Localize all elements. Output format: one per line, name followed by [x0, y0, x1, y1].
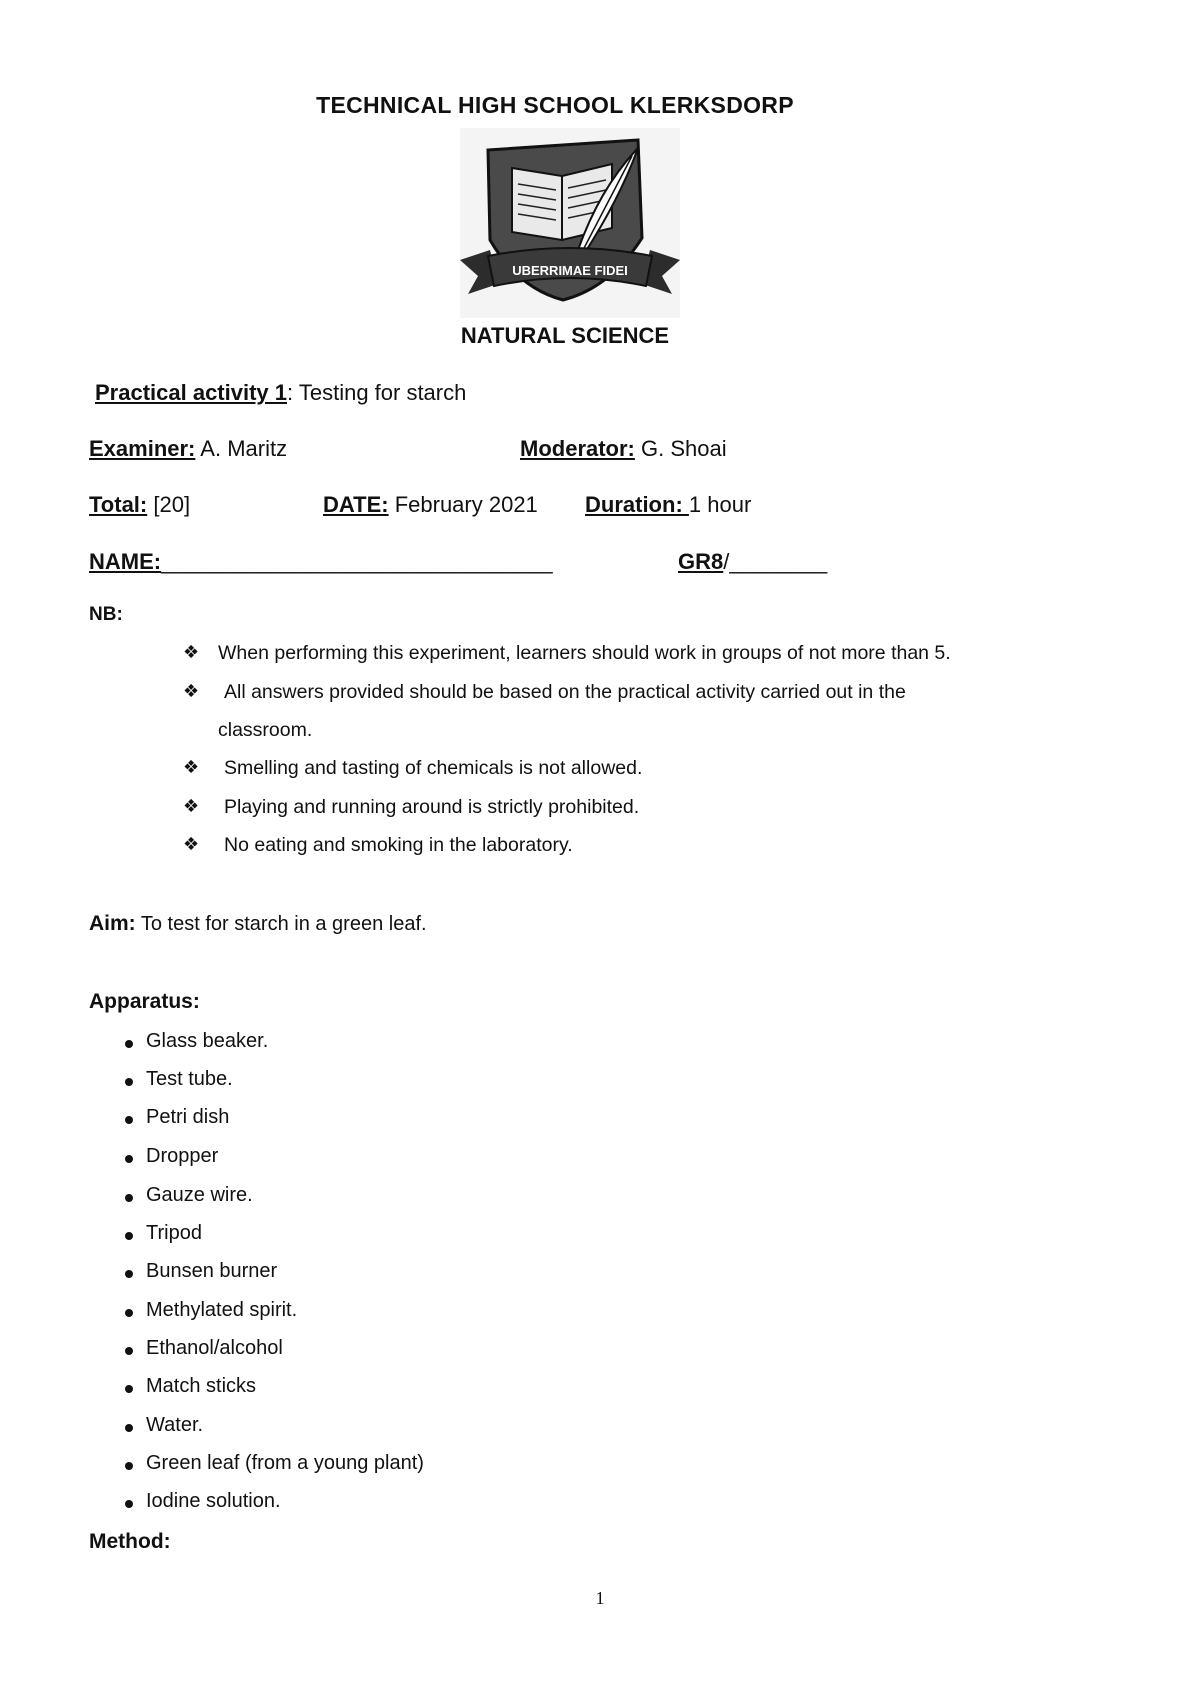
bullet-dot-icon [125, 1347, 133, 1355]
page-number: 1 [595, 1588, 605, 1608]
grade-blank-line[interactable]: /________ [723, 549, 828, 574]
date-line [323, 492, 538, 518]
diamond-bullet-icon: ❖ [183, 757, 200, 777]
apparatus-item: Match sticks [146, 1375, 257, 1397]
grade-label: GR8 [678, 549, 724, 574]
date-value: February 2021 [388, 492, 538, 517]
bullet-dot-icon [125, 1194, 133, 1202]
duration-value: 1 hour [688, 492, 752, 517]
examiner-value: A. Maritz [195, 436, 288, 461]
bullet-dot-icon [125, 1155, 133, 1163]
total-line [89, 492, 190, 518]
apparatus-item: Ethanol/alcohol [146, 1337, 283, 1359]
bullet-dot-icon [125, 1462, 133, 1470]
moderator-value: G. Shoai [634, 436, 727, 461]
duration-label: Duration: [585, 492, 689, 517]
nb-item-continuation: classroom. [218, 719, 313, 741]
aim-text: To test for starch in a green leaf. [135, 913, 427, 935]
moderator-label: Moderator: [520, 436, 635, 461]
bullet-dot-icon [125, 1116, 133, 1124]
apparatus-item: Petri dish [146, 1106, 230, 1128]
school-title: TECHNICAL HIGH SCHOOL KLERKSDORP [316, 92, 794, 118]
name-field[interactable] [89, 549, 553, 575]
apparatus-item: Iodine solution. [146, 1490, 281, 1512]
bullet-dot-icon [125, 1078, 133, 1086]
activity-line [95, 380, 466, 406]
name-label: NAME: [89, 549, 162, 574]
diamond-bullet-icon: ❖ [183, 681, 200, 701]
bullet-dot-icon [125, 1500, 133, 1508]
bullet-dot-icon [125, 1385, 133, 1393]
apparatus-item: Green leaf (from a young plant) [146, 1452, 424, 1474]
bullet-dot-icon [125, 1270, 133, 1278]
nb-item: When performing this experiment, learners should work in groups of not more than 5. [218, 642, 951, 664]
date-label: DATE: [323, 492, 389, 517]
bullet-dot-icon [125, 1309, 133, 1317]
activity-label: Practical activity 1 [95, 380, 288, 405]
total-label: Total: [89, 492, 148, 517]
diamond-bullet-icon: ❖ [183, 834, 200, 854]
examiner-label: Examiner: [89, 436, 196, 461]
school-crest-logo [460, 128, 680, 318]
nb-item: No eating and smoking in the laboratory. [224, 834, 573, 856]
grade-field[interactable] [678, 549, 827, 575]
nb-item: All answers provided should be based on the practical activity carried out in the [224, 681, 906, 703]
nb-item: Smelling and tasting of chemicals is not allowed. [224, 757, 643, 779]
subject-title: NATURAL SCIENCE [460, 323, 670, 348]
apparatus-heading: Apparatus: [89, 990, 200, 1013]
nb-item: Playing and running around is strictly prohibited. [224, 796, 640, 818]
apparatus-item: Gauze wire. [146, 1184, 253, 1206]
examiner-line [89, 436, 287, 462]
apparatus-item: Test tube. [146, 1068, 233, 1090]
apparatus-item: Water. [146, 1414, 204, 1436]
aim-label: Aim: [89, 912, 136, 935]
bullet-dot-icon [125, 1040, 133, 1048]
apparatus-item: Methylated spirit. [146, 1299, 298, 1321]
svg-text:UBERRIMAE FIDEI: UBERRIMAE FIDEI [512, 263, 628, 278]
name-blank-line[interactable]: ________________________________ [161, 549, 553, 574]
method-heading: Method: [89, 1530, 171, 1553]
aim-line [89, 912, 427, 936]
nb-label: NB: [89, 604, 123, 625]
apparatus-item: Tripod [146, 1222, 202, 1244]
diamond-bullet-icon: ❖ [183, 642, 200, 662]
moderator-line [520, 436, 727, 462]
duration-line [585, 492, 751, 518]
activity-text: : Testing for starch [287, 380, 467, 405]
bullet-dot-icon [125, 1424, 133, 1432]
apparatus-item: Bunsen burner [146, 1260, 278, 1282]
apparatus-item: Glass beaker. [146, 1030, 269, 1052]
apparatus-item: Dropper [146, 1145, 219, 1167]
bullet-dot-icon [125, 1232, 133, 1240]
total-value: [20] [147, 492, 191, 517]
diamond-bullet-icon: ❖ [183, 796, 200, 816]
